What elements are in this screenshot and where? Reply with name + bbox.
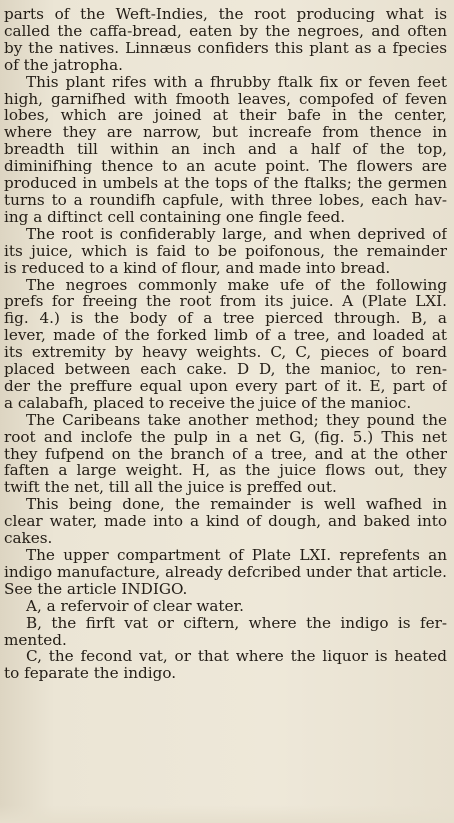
text-line: is reduced to a kind of flour, and made into bread. xyxy=(4,259,391,277)
text-line: a calabafh, placed to receive the juice of the manioc. xyxy=(4,394,412,412)
text-line: breadth till within an inch and a half of the top, xyxy=(4,141,447,159)
text-line: faften a large weight. H, as the juice flows out, they xyxy=(4,462,447,480)
text-line: mented. xyxy=(4,631,67,649)
page-bottom-edge xyxy=(0,805,454,823)
text-line: of the jatropha. xyxy=(4,56,123,74)
text-line: root and inclofe the pulp in a net G, (fig. 5.) This net xyxy=(4,428,447,446)
text-line: cakes. xyxy=(4,530,53,547)
text-line: This plant rifes with a fhrubby ftalk fix or feven feet xyxy=(26,73,447,91)
text-line: The root is confiderably large, and when deprived of xyxy=(26,225,447,243)
text-line: clear water, made into a kind of dough, and baked into xyxy=(4,513,447,531)
text-line: called the caffa-bread, eaten by the negroes, and often xyxy=(4,22,447,40)
text-line: fig. 4.) is the body of a tree pierced through. B, a xyxy=(4,310,447,328)
text-line: The negroes commonly make ufe of the following xyxy=(26,276,447,294)
text-line: its juice, which is faid to be poifonous, the remainder xyxy=(4,242,447,260)
text-line: where they are narrow, but increafe from thence in xyxy=(4,124,447,142)
text-line: by the natives. Linnæus confiders this plant as a fpecies xyxy=(4,39,447,57)
text-line: This being done, the remainder is well wafhed in xyxy=(26,496,447,514)
text-line: twift the net, till all the juice is preffed out. xyxy=(4,479,337,497)
text-line: ing a diftinct cell containing one fingle feed. xyxy=(4,208,346,226)
text-line: parts of the Weft-Indies, the root producing what is xyxy=(4,6,447,23)
text-line: turns to a roundifh capfule, with three lobes, each hav- xyxy=(4,191,447,209)
page-text xyxy=(4,6,447,682)
text-line: The Caribeans take another method; they pound the xyxy=(26,411,447,429)
text-line: to feparate the indigo. xyxy=(4,665,177,683)
text-line: B, the firft vat or ciftern, where the indigo is fer- xyxy=(26,614,447,632)
text-line: See the article INDIGO. xyxy=(4,580,188,598)
text-line: der the preffure equal upon every part of it. E, part of xyxy=(4,377,447,395)
text-line: produced in umbels at the tops of the ftalks; the germen xyxy=(4,175,447,192)
text-line: lobes, which are joined at their bafe in the center, xyxy=(4,107,447,125)
text-line: prefs for freeing the root from its juice. A (Plate LXI. xyxy=(4,293,447,311)
text-line: lever, made of the forked limb of a tree, and loaded at xyxy=(4,327,447,345)
text-line: high, garnifhed with fmooth leaves, compofed of feven xyxy=(4,90,447,108)
text-line: they fufpend on the branch of a tree, and at the other xyxy=(4,445,447,463)
text-line: The upper compartment of Plate LXI. reprefents an xyxy=(26,547,447,564)
text-line: indigo manufacture, already defcribed under that article. xyxy=(4,563,447,581)
text-line: its extremity by heavy weights. C, C, pieces of board xyxy=(4,344,447,362)
text-line: A, a refervoir of clear water. xyxy=(26,597,244,615)
text-line: diminifhing thence to an acute point. The flowers are xyxy=(4,158,447,176)
text-line: C, the fecond vat, or that where the liquor is heated xyxy=(26,648,447,666)
text-line: placed between each cake. D D, the manioc, to ren- xyxy=(4,361,447,378)
